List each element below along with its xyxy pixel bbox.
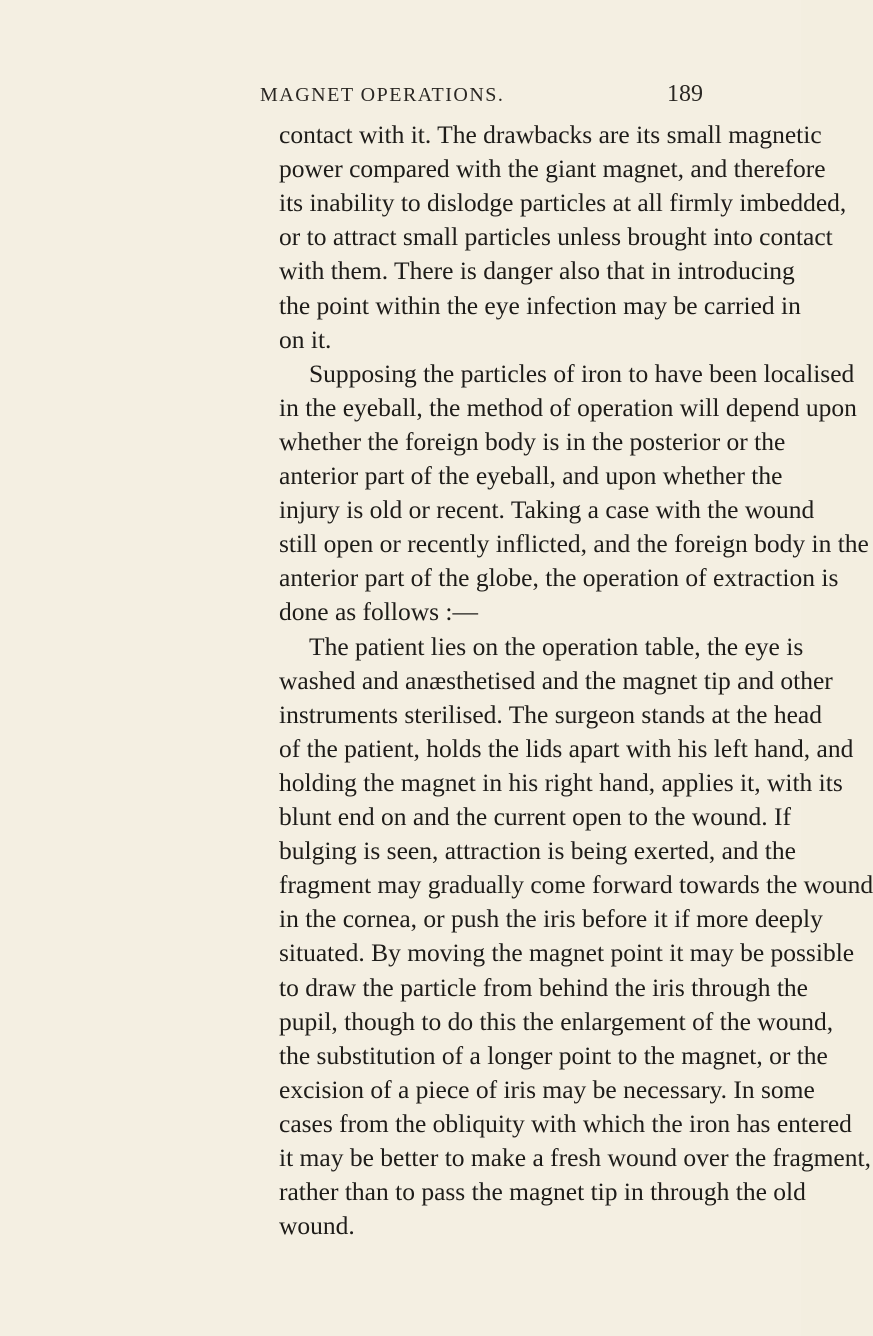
text-line: blunt end on and the current open to the wound. If — [279, 802, 791, 831]
text-line: with them. There is danger also that in introducing — [279, 256, 795, 286]
text-line: excision of a piece of iris may be necessary. In some — [279, 1074, 815, 1104]
text-line: holding the magnet in his right hand, applies it, with its — [279, 767, 843, 797]
text-line: in the eyeball, the method of operation will depend upon — [279, 392, 857, 422]
text-line: still open or recently inflicted, and the foreign body in the — [279, 529, 869, 559]
text-line: situated. By moving the magnet point it may be possible — [279, 938, 855, 968]
text-line: anterior part of the globe, the operation of extraction is — [279, 563, 839, 593]
text-line: wound. — [279, 1211, 355, 1241]
text-line: injury is old or recent. Taking a case with the wound — [279, 495, 815, 525]
text-line: pupil, though to do this the enlargement of the wound, — [279, 1006, 834, 1036]
text-line: The patient lies on the operation table, the eye is — [309, 631, 804, 661]
text-line: to draw the particle from behind the iris through the — [279, 972, 808, 1002]
text-line: instruments sterilised. The surgeon stands at the head — [279, 699, 822, 729]
text-line: bulging is seen, attraction is being exerted, and the — [279, 836, 796, 866]
running-head-title: MAGNET OPERATIONS. — [260, 84, 505, 106]
text-line: in the cornea, or push the iris before it if more deeply — [279, 904, 823, 934]
text-line: cases from the obliquity with which the iron has entered — [279, 1108, 852, 1138]
text-line: anterior part of the eyeball, and upon whether the — [279, 461, 783, 490]
text-line: whether the foreign body is in the posterior or the — [279, 426, 786, 456]
text-line: contact with it. The drawbacks are its small magnetic — [279, 120, 822, 149]
text-line: the substitution of a longer point to the magnet, or the — [279, 1040, 828, 1070]
running-head — [0, 81, 801, 114]
text-line: fragment may gradually come forward towards the wound — [279, 870, 873, 900]
text-line: washed and anæsthetised and the magnet tip and other — [279, 665, 833, 695]
text-line: its inability to dislodge particles at all firmly imbedded, — [279, 188, 847, 218]
text-line: or to attract small particles unless brought into contact — [279, 222, 833, 252]
text-line: rather than to pass the magnet tip in through the old — [279, 1177, 806, 1207]
text-line: done as follows :— — [279, 597, 479, 627]
text-line: power compared with the giant magnet, and therefore — [279, 154, 826, 184]
text-line: of the patient, holds the lids apart with his left hand, and — [279, 733, 854, 763]
text-line: on it. — [279, 324, 332, 354]
text-line: it may be better to make a fresh wound over the fragment, — [279, 1143, 871, 1172]
page-number: 189 — [667, 81, 703, 107]
text-line: Supposing the particles of iron to have been localised — [309, 358, 855, 388]
text-line: the point within the eye infection may be carried in — [279, 290, 801, 320]
